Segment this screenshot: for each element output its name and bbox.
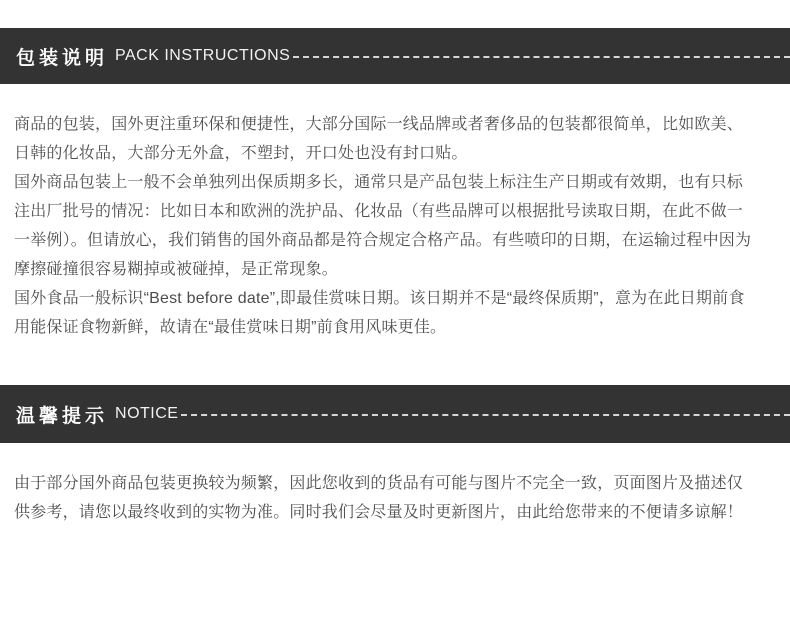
pack-instructions-title-en: PACK INSTRUCTIONS <box>115 47 291 64</box>
pack-instructions-title-zh: 包装说明 <box>16 47 109 69</box>
notice-title-zh: 温馨提示 <box>16 405 109 427</box>
section-notice <box>0 385 790 527</box>
notice-title-en: NOTICE <box>115 405 179 422</box>
section-pack-instructions <box>0 28 790 342</box>
notice-paragraph: 由于部分国外商品包装更换较为频繁，因此您收到的货品有可能与图片不完全一致，页面图片及描述仅供参考，请您以最终收到的实物为准。同时我们会尽量及时更新图片，由此给您带来的不便请多谅解！ <box>14 475 744 521</box>
pack-instructions-paragraph: 商品的包装，国外更注重环保和便捷性，大部分国际一线品牌或者奢侈品的包装都很简单，比如欧美、日韩的化妆品，大部分无外盒，不塑封，开口处也没有封口贴。 <box>14 116 744 162</box>
notice-body <box>0 443 790 527</box>
pack-instructions-body <box>0 84 790 342</box>
pack-instructions-paragraph: 国外商品包装上一般不会单独列出保质期多长，通常只是产品包装上标注生产日期或有效期，也有只标注出厂批号的情况：比如日本和欧洲的洗护品、化妆品（有些品牌可以根据批号读取日期，在此不做一一举例）。但请放心，我们销售的国外商品都是符合规定合格产品。有些喷印的日期，在运输过程中因为摩擦碰撞很容易糊掉或被碰掉，是正常现象。 <box>14 174 752 278</box>
notice-header-bar <box>0 385 790 443</box>
pack-instructions-paragraph: 国外食品一般标识“Best before date”,即最佳赏味日期。该日期并不是“最终保质期”，意为在此日期前食用能保证食物新鲜，故请在“最佳赏味日期”前食用风味更佳。 <box>14 290 745 336</box>
pack-instructions-header-bar <box>0 28 790 84</box>
header-dashed-line <box>293 56 790 58</box>
header-dashed-line <box>181 414 790 416</box>
